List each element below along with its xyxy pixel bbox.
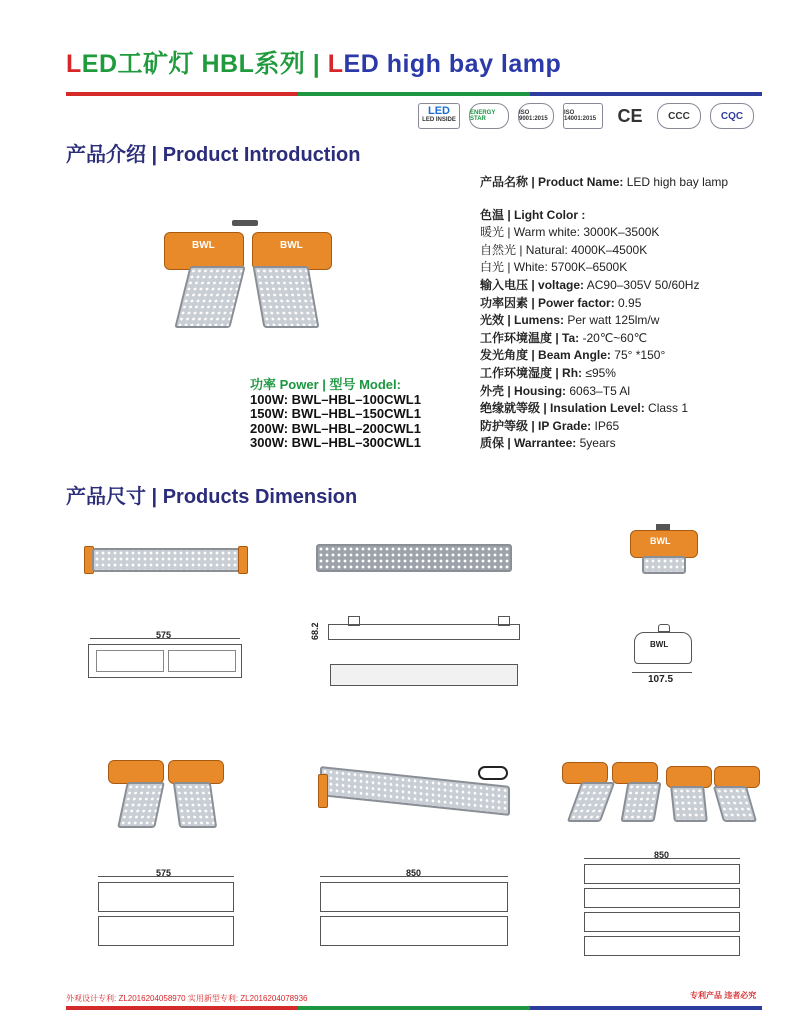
lamp-photo-300w (562, 758, 762, 822)
spec-insulation: 绝缘就等级 | Insulation Level: Class 1 (480, 401, 689, 416)
model-row: 200W: BWL–HBL–200CWL1 (250, 420, 421, 436)
spec-voltage: 输入电压 | voltage: AC90–305V 50/60Hz (480, 277, 700, 292)
spec-white: 白光 | White: 5700K–6500K (480, 260, 628, 275)
drawing-top-100w: 575 (86, 630, 244, 680)
drawing-top-300w: 850 (582, 850, 742, 956)
drawing-end-view: BWL 107.5 (632, 624, 694, 688)
spec-ip: 防护等级 | IP Grade: IP65 (480, 418, 620, 433)
lamp-photo-side: BWL (628, 524, 698, 574)
patent-notice: 专利产品 违者必究 (690, 991, 757, 1000)
lamp-photo-200w (108, 760, 224, 826)
spec-list (480, 174, 728, 453)
model-row: 300W: BWL–HBL–300CWL1 (250, 435, 421, 450)
spec-housing: 外壳 | Housing: 6063–T5 Al (480, 383, 631, 398)
title-ed: ED (81, 50, 118, 78)
spec-name: 产品名称 | Product Name: LED high bay lamp (480, 175, 729, 189)
iso-icon: ISO 9001:2015 (518, 103, 554, 129)
spec-power-factor: 功率因素 | Power factor: 0.95 (480, 295, 642, 310)
spec-warranty: 质保 | Warrantee: 5years (480, 436, 616, 451)
spec-rh: 工作环境湿度 | Rh: ≤95% (480, 365, 616, 380)
drawing-side-150w: 68.2 (308, 612, 518, 692)
led-inside-icon: LED LED INSIDE (418, 103, 460, 129)
energy-star-icon: ENERGY STAR (469, 103, 509, 129)
spec-warm: 暖光 | Warm white: 3000K–3500K (480, 225, 660, 240)
model-list (250, 378, 421, 451)
iso-icon: ISO 14001:2015 (563, 103, 603, 129)
spec-ta: 工作环境温度 | Ta: -20℃~60℃ (480, 330, 648, 345)
title-cn: 工矿灯 HBL系列 | (117, 50, 328, 78)
lamp-photo-front-100w (84, 544, 246, 574)
dimension-heading: 产品尺寸 | Products Dimension (66, 486, 358, 508)
lamp-photo-200w-long (318, 766, 512, 822)
cqc-icon: CQC (710, 103, 754, 129)
page-title (66, 44, 561, 80)
model-list-header: 功率 Power | 型号 Model: (250, 377, 401, 392)
lamp-photo-front-150w (316, 542, 512, 574)
drawing-top-200w-long: 850 (318, 868, 510, 952)
hero-lamp-image: BWL BWL (160, 212, 328, 332)
ce-icon: CE (612, 104, 648, 128)
drawing-top-200w: 575 (96, 868, 236, 952)
title-letter-l2: L (327, 50, 344, 78)
model-row: 100W: BWL–HBL–100CWL1 (250, 391, 421, 407)
title-en: ED high bay lamp (343, 50, 562, 78)
spec-lumens: 光效 | Lumens: Per watt 125lm/w (480, 313, 660, 328)
footer-divider (66, 1006, 762, 1010)
spec-beam: 发光角度 | Beam Angle: 75° *150° (480, 348, 666, 363)
header-divider (66, 92, 762, 96)
title-letter-l: L (66, 50, 82, 78)
patent-numbers: 外观设计专利: ZL2016204058970 实用新型专利: ZL2016204078936 (66, 994, 308, 1003)
model-row: 150W: BWL–HBL–150CWL1 (250, 406, 421, 421)
intro-heading: 产品介绍 | Product Introduction (66, 144, 361, 166)
spec-color-label: 色温 | Light Color : (480, 207, 586, 222)
ccc-icon: CCC (657, 103, 701, 129)
cert-logos (418, 103, 754, 129)
spec-natural: 自然光 | Natural: 4000K–4500K (480, 242, 648, 257)
